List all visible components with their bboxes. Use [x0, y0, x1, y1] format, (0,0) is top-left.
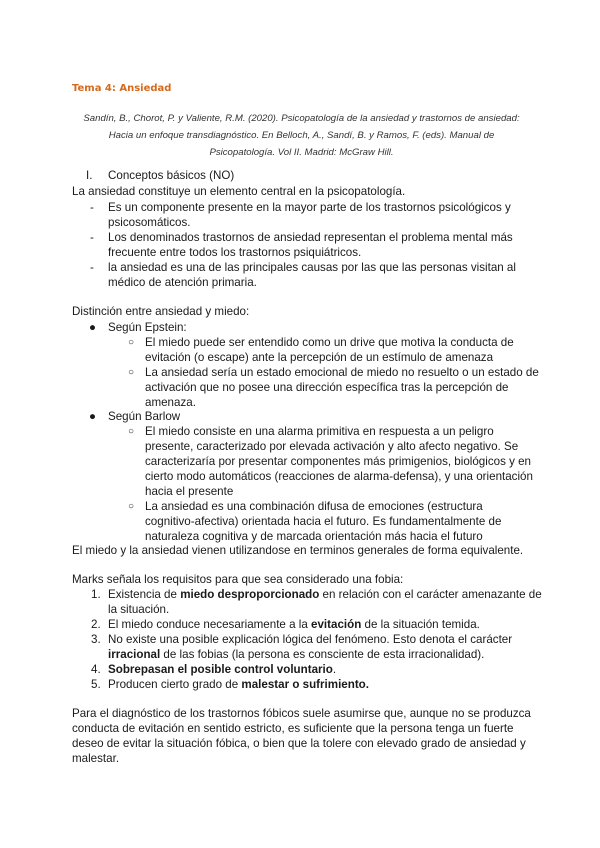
diagnosis-line-1: Para el diagnóstico de los trastornos fóbicos suele asumirse que, aunque no se produzca — [72, 707, 531, 720]
hollow-bullet-icon: ○ — [128, 501, 135, 512]
epstein-item-2-line-1: La ansiedad sería un estado emocional de miedo no resuelto o un estado de — [145, 366, 539, 379]
marks-item-3-line-1: No existe una posible explicación lógica del fenómeno. Esto denota el carácter — [108, 633, 513, 646]
barlow-label: Según Barlow — [108, 410, 181, 423]
marks-heading: Marks señala los requisitos para que sea considerado una fobia: — [72, 573, 404, 586]
epstein-label: Según Epstein: — [108, 321, 187, 334]
dash-bullet: - — [90, 201, 94, 214]
epstein-item-2-line-2: activación que no posee una dirección específica tras la percepción de — [145, 381, 509, 394]
barlow-item-2-line-3: naturaleza cognitiva y de marcada orientación más hacia el futuro — [145, 530, 483, 543]
marks-item-4: Sobrepasan el posible control voluntario. — [108, 663, 337, 676]
section-heading: Conceptos básicos (NO) — [108, 169, 235, 182]
barlow-item-2-line-2: cognitivo-afectiva) orientada hacia el futuro. Es fundamentalmente de — [145, 515, 502, 528]
marks-item-number: 1. — [91, 588, 101, 601]
filled-bullet-icon: ● — [89, 410, 97, 423]
barlow-item-2-line-1: La ansiedad es una combinación difusa de emociones (estructura — [145, 500, 483, 513]
epstein-item-1-line-1: El miedo puede ser entendido como un drive que motiva la conducta de — [145, 336, 514, 349]
dash-item-2-line-2: frecuente entre todos los trastornos psiquiátricos. — [108, 246, 362, 259]
dash-item-3-line-1: la ansiedad es una de las principales causas por las que las personas visitan al — [108, 261, 516, 274]
distinction-heading: Distinción entre ansiedad y miedo: — [72, 305, 250, 318]
hollow-bullet-icon: ○ — [128, 337, 135, 348]
reference-line-2: Hacia un enfoque transdiagnóstico. En Belloch, A., Sandí, B. y Ramos, F. (eds). Manual de — [108, 130, 495, 141]
marks-item-number: 4. — [91, 663, 101, 676]
marks-item-number: 5. — [91, 678, 101, 691]
dash-item-2-line-1: Los denominados trastornos de ansiedad representan el problema mental más — [108, 231, 513, 244]
dash-bullet: - — [90, 261, 94, 274]
epstein-item-2-line-3: amenaza. — [145, 396, 196, 409]
barlow-item-1-line-5: hacia el presente — [145, 485, 234, 498]
dash-item-1-line-2: psicosomáticos. — [108, 216, 191, 229]
hollow-bullet-icon: ○ — [128, 426, 135, 437]
diagnosis-line-3: deseo de evitar la situación fóbica, o bien que la tolere con elevado grado de ansiedad y — [72, 737, 526, 750]
epstein-item-1-line-2: evitación (o escape) ante la percepción de un estímulo de amenaza — [145, 351, 494, 364]
filled-bullet-icon: ● — [89, 321, 97, 334]
document-title: Tema 4: Ansiedad — [72, 83, 172, 94]
barlow-item-1-line-1: El miedo consiste en una alarma primitiva en respuesta a un peligro — [145, 425, 494, 438]
diagnosis-line-2: conducta de evitación en sentido estricto, es suficiente que la persona tenga un fuerte — [72, 722, 514, 735]
dash-item-1-line-1: Es un componente presente en la mayor parte de los trastornos psicológicos y — [108, 201, 511, 214]
barlow-item-1-line-2: presente, caracterizado por elevada activación y alto afecto negativo. Se — [145, 440, 519, 453]
marks-item-5: Producen cierto grado de malestar o sufrimiento. — [108, 678, 369, 691]
diagnosis-line-4: malestar. — [72, 752, 120, 765]
dash-item-3-line-2: médico de atención primaria. — [108, 276, 257, 289]
marks-item-1: Existencia de miedo desproporcionado en relación con el carácter amenazante de — [108, 588, 542, 601]
distinction-conclusion: El miedo y la ansiedad vienen utilizandose en terminos generales de forma equivalente. — [72, 544, 524, 557]
marks-item-number: 2. — [91, 618, 101, 631]
section-numeral: I. — [86, 169, 93, 182]
dash-bullet: - — [90, 231, 94, 244]
marks-item-2: El miedo conduce necesariamente a la evitación de la situación temida. — [108, 618, 480, 631]
section-intro: La ansiedad constituye un elemento central en la psicopatología. — [72, 185, 406, 198]
reference-line-3: Psicopatología. Vol II. Madrid: McGraw Hill. — [209, 147, 394, 158]
hollow-bullet-icon: ○ — [128, 367, 135, 378]
reference-line-1: Sandín, B., Chorot, P. y Valiente, R.M. (2020). Psicopatología de la ansiedad y trastornos de ansiedad: — [83, 113, 520, 124]
barlow-item-1-line-4: cierto modo automáticos (reacciones de alarma-defensa), y una orientación — [145, 470, 533, 483]
marks-item-1-line-2: la situación. — [108, 603, 170, 616]
barlow-item-1-line-3: caracterizaría por presentar componentes más primigenios, biológicos y en — [145, 455, 532, 468]
marks-item-3-line-2: irracional de las fobias (la persona es consciente de esta irracionalidad). — [108, 648, 485, 661]
marks-item-number: 3. — [91, 633, 101, 646]
